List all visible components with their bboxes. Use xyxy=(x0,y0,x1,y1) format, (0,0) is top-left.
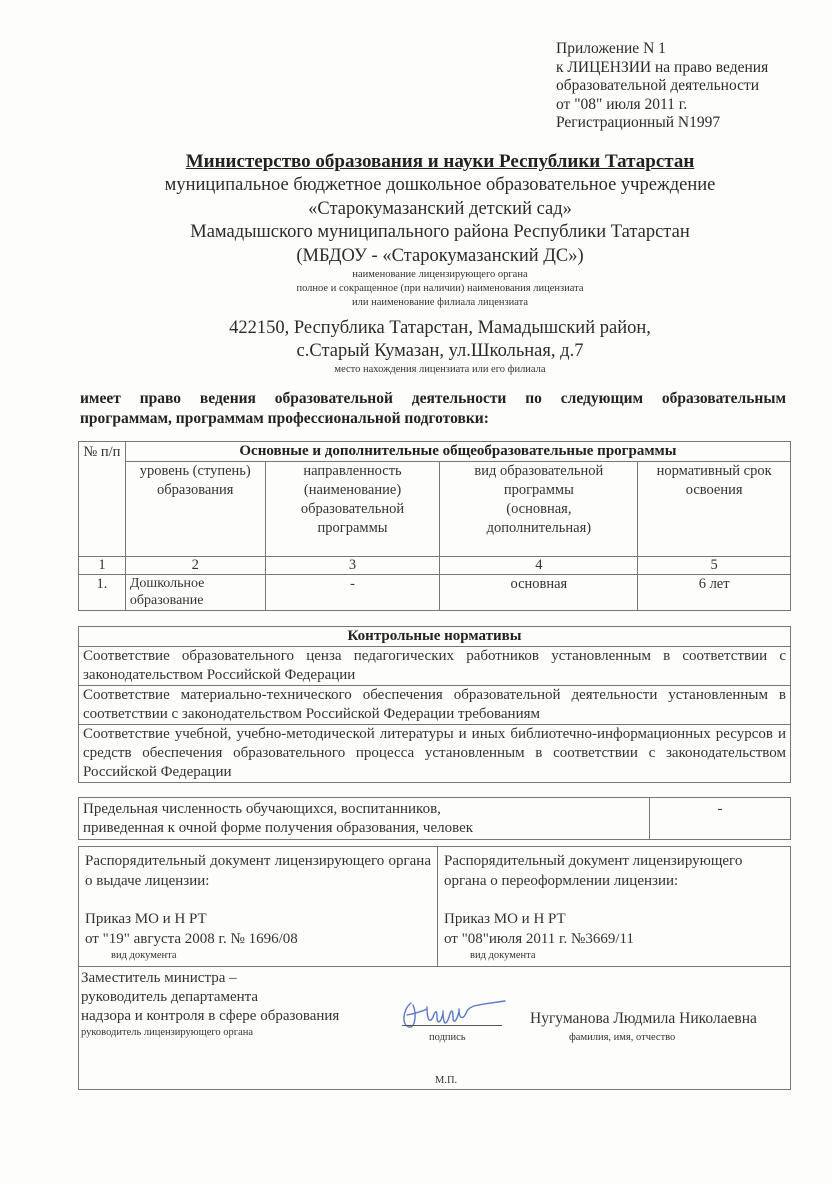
position-caption: руководитель лицензирующего органа xyxy=(81,1027,254,1038)
control-norms-table xyxy=(78,626,791,783)
control-norm-material: Соответствие материально-технического обеспечения образовательной деятельности установленным в соответствии с законодательством Российской Федерации требованиям xyxy=(79,686,791,725)
position-line-3: надзора и контроля в сфере образования xyxy=(81,1008,340,1024)
signatory-area xyxy=(79,967,790,1089)
capacity-table xyxy=(78,797,791,840)
col-number-1: 1 xyxy=(79,557,126,575)
col-number-4: 4 xyxy=(440,557,638,575)
row-level: Дошкольное образование xyxy=(125,575,265,611)
appendix-reg-number: Регистрационный N1997 xyxy=(556,114,721,131)
position-line-1: Заместитель министра – xyxy=(81,970,237,986)
order-reissue-title: Распорядительный документ лицензирующего органа о переоформлении лицензии: xyxy=(444,853,743,889)
org-district: Мамадышского муниципального района Республики Татарстан xyxy=(190,222,690,242)
appendix-license-ref: к ЛИЦЕНЗИИ на право ведения xyxy=(556,58,769,76)
stamp-caption: М.П. xyxy=(435,1075,458,1086)
signature-line xyxy=(402,1025,502,1026)
address-block xyxy=(60,317,820,377)
capacity-value: - xyxy=(650,798,791,840)
col-number-5: 5 xyxy=(638,557,791,575)
control-norm-staff: Соответствие образовательного ценза педагогических работников установленным в соответствии с законодательством Российской Федерации xyxy=(79,647,791,686)
position-line-2: руководитель департамента xyxy=(81,989,259,1005)
order-reissue-cell xyxy=(438,847,791,967)
col-number-2: 2 xyxy=(125,557,265,575)
programs-table xyxy=(78,441,791,611)
order-issue-doc-line-1: Приказ МО и Н РТ xyxy=(85,911,207,927)
row-term: 6 лет xyxy=(638,575,791,611)
address-line-1: 422150, Республика Татарстан, Мамадышский район, xyxy=(229,318,651,338)
name-caption: фамилия, имя, отчество xyxy=(569,1032,676,1043)
rights-statement xyxy=(80,389,786,429)
caption-licensing-body: наименование лицензирующего органа xyxy=(352,269,528,280)
ministry-name: Министерство образования и науки Республики Татарстан xyxy=(185,151,695,172)
capacity-label xyxy=(79,798,650,840)
col-header-term: нормативный срок освоения xyxy=(638,462,791,557)
table-row xyxy=(79,575,791,611)
org-short-name: (МБДОУ - «Старокумазанский ДС») xyxy=(296,245,584,266)
signatory-cell xyxy=(79,967,791,1090)
caption-licensee-name: полное и сокращенное (при наличии) наименования лицензиата xyxy=(296,283,584,294)
col-number-3: 3 xyxy=(265,557,440,575)
capacity-label-line-1: Предельная численность обучающихся, воспитанников, xyxy=(83,801,441,817)
order-issue-caption: вид документа xyxy=(111,950,177,961)
order-issue-cell xyxy=(79,847,438,967)
capacity-label-line-2: приведенная к очной форме получения образования, человек xyxy=(83,820,474,836)
organization-block xyxy=(60,150,820,310)
col-header-level: уровень (ступень) образования xyxy=(125,462,265,557)
col-header-type: вид образовательной программы (основная, дополнительная) xyxy=(440,462,638,557)
order-reissue-doc-line-2: от "08"июля 2011 г. №3669/11 xyxy=(444,931,634,947)
signature-caption: подпись xyxy=(429,1032,466,1043)
col-header-number: № п/п xyxy=(79,442,126,557)
org-name: «Старокумазанский детский сад» xyxy=(308,198,572,219)
order-issue-title: Распорядительный документ лицензирующего органа о выдаче лицензии: xyxy=(85,853,431,889)
col-header-direction: направленность (наименование) образовательной программы xyxy=(265,462,440,557)
row-direction: - xyxy=(265,575,440,611)
order-reissue-doc-line-1: Приказ МО и Н РТ xyxy=(444,911,566,927)
appendix-header xyxy=(556,40,816,133)
address-caption: место нахождения лицензиата или его филиала xyxy=(334,364,546,375)
appendix-date: от "08" июля 2011 г. xyxy=(556,95,688,113)
signatory-name: Нугуманова Людмила Николаевна xyxy=(530,1010,757,1027)
caption-branch-name: или наименование филиала лицензиата xyxy=(351,297,529,308)
control-norm-literature: Соответствие учебной, учебно-методической литературы и иных библиотечно-информационных ресурсов и средств обеспечения образовательного процесса установленным в соответствии с законодательством Российской Федерации xyxy=(79,725,791,783)
appendix-license-subject: образовательной деятельности xyxy=(556,77,760,94)
orders-table xyxy=(78,846,791,1090)
rights-line-2: программам, программам профессиональной подготовки: xyxy=(80,410,489,427)
order-issue-doc-line-2: от "19" августа 2008 г. № 1696/08 xyxy=(85,931,298,947)
row-type: основная xyxy=(440,575,638,611)
rights-line-1: имеет право ведения образовательной деятельности по следующим образовательным xyxy=(80,390,786,407)
appendix-title: Приложение N 1 xyxy=(556,40,666,57)
group-header: Основные и дополнительные общеобразовательные программы xyxy=(125,442,790,462)
address-line-2: с.Старый Кумазан, ул.Школьная, д.7 xyxy=(296,341,584,361)
org-type: муниципальное бюджетное дошкольное образовательное учреждение xyxy=(164,175,716,195)
order-reissue-caption: вид документа xyxy=(470,950,536,961)
signatory-position xyxy=(81,969,339,1040)
control-norms-title: Контрольные нормативы xyxy=(79,627,791,647)
row-number: 1. xyxy=(79,575,126,611)
